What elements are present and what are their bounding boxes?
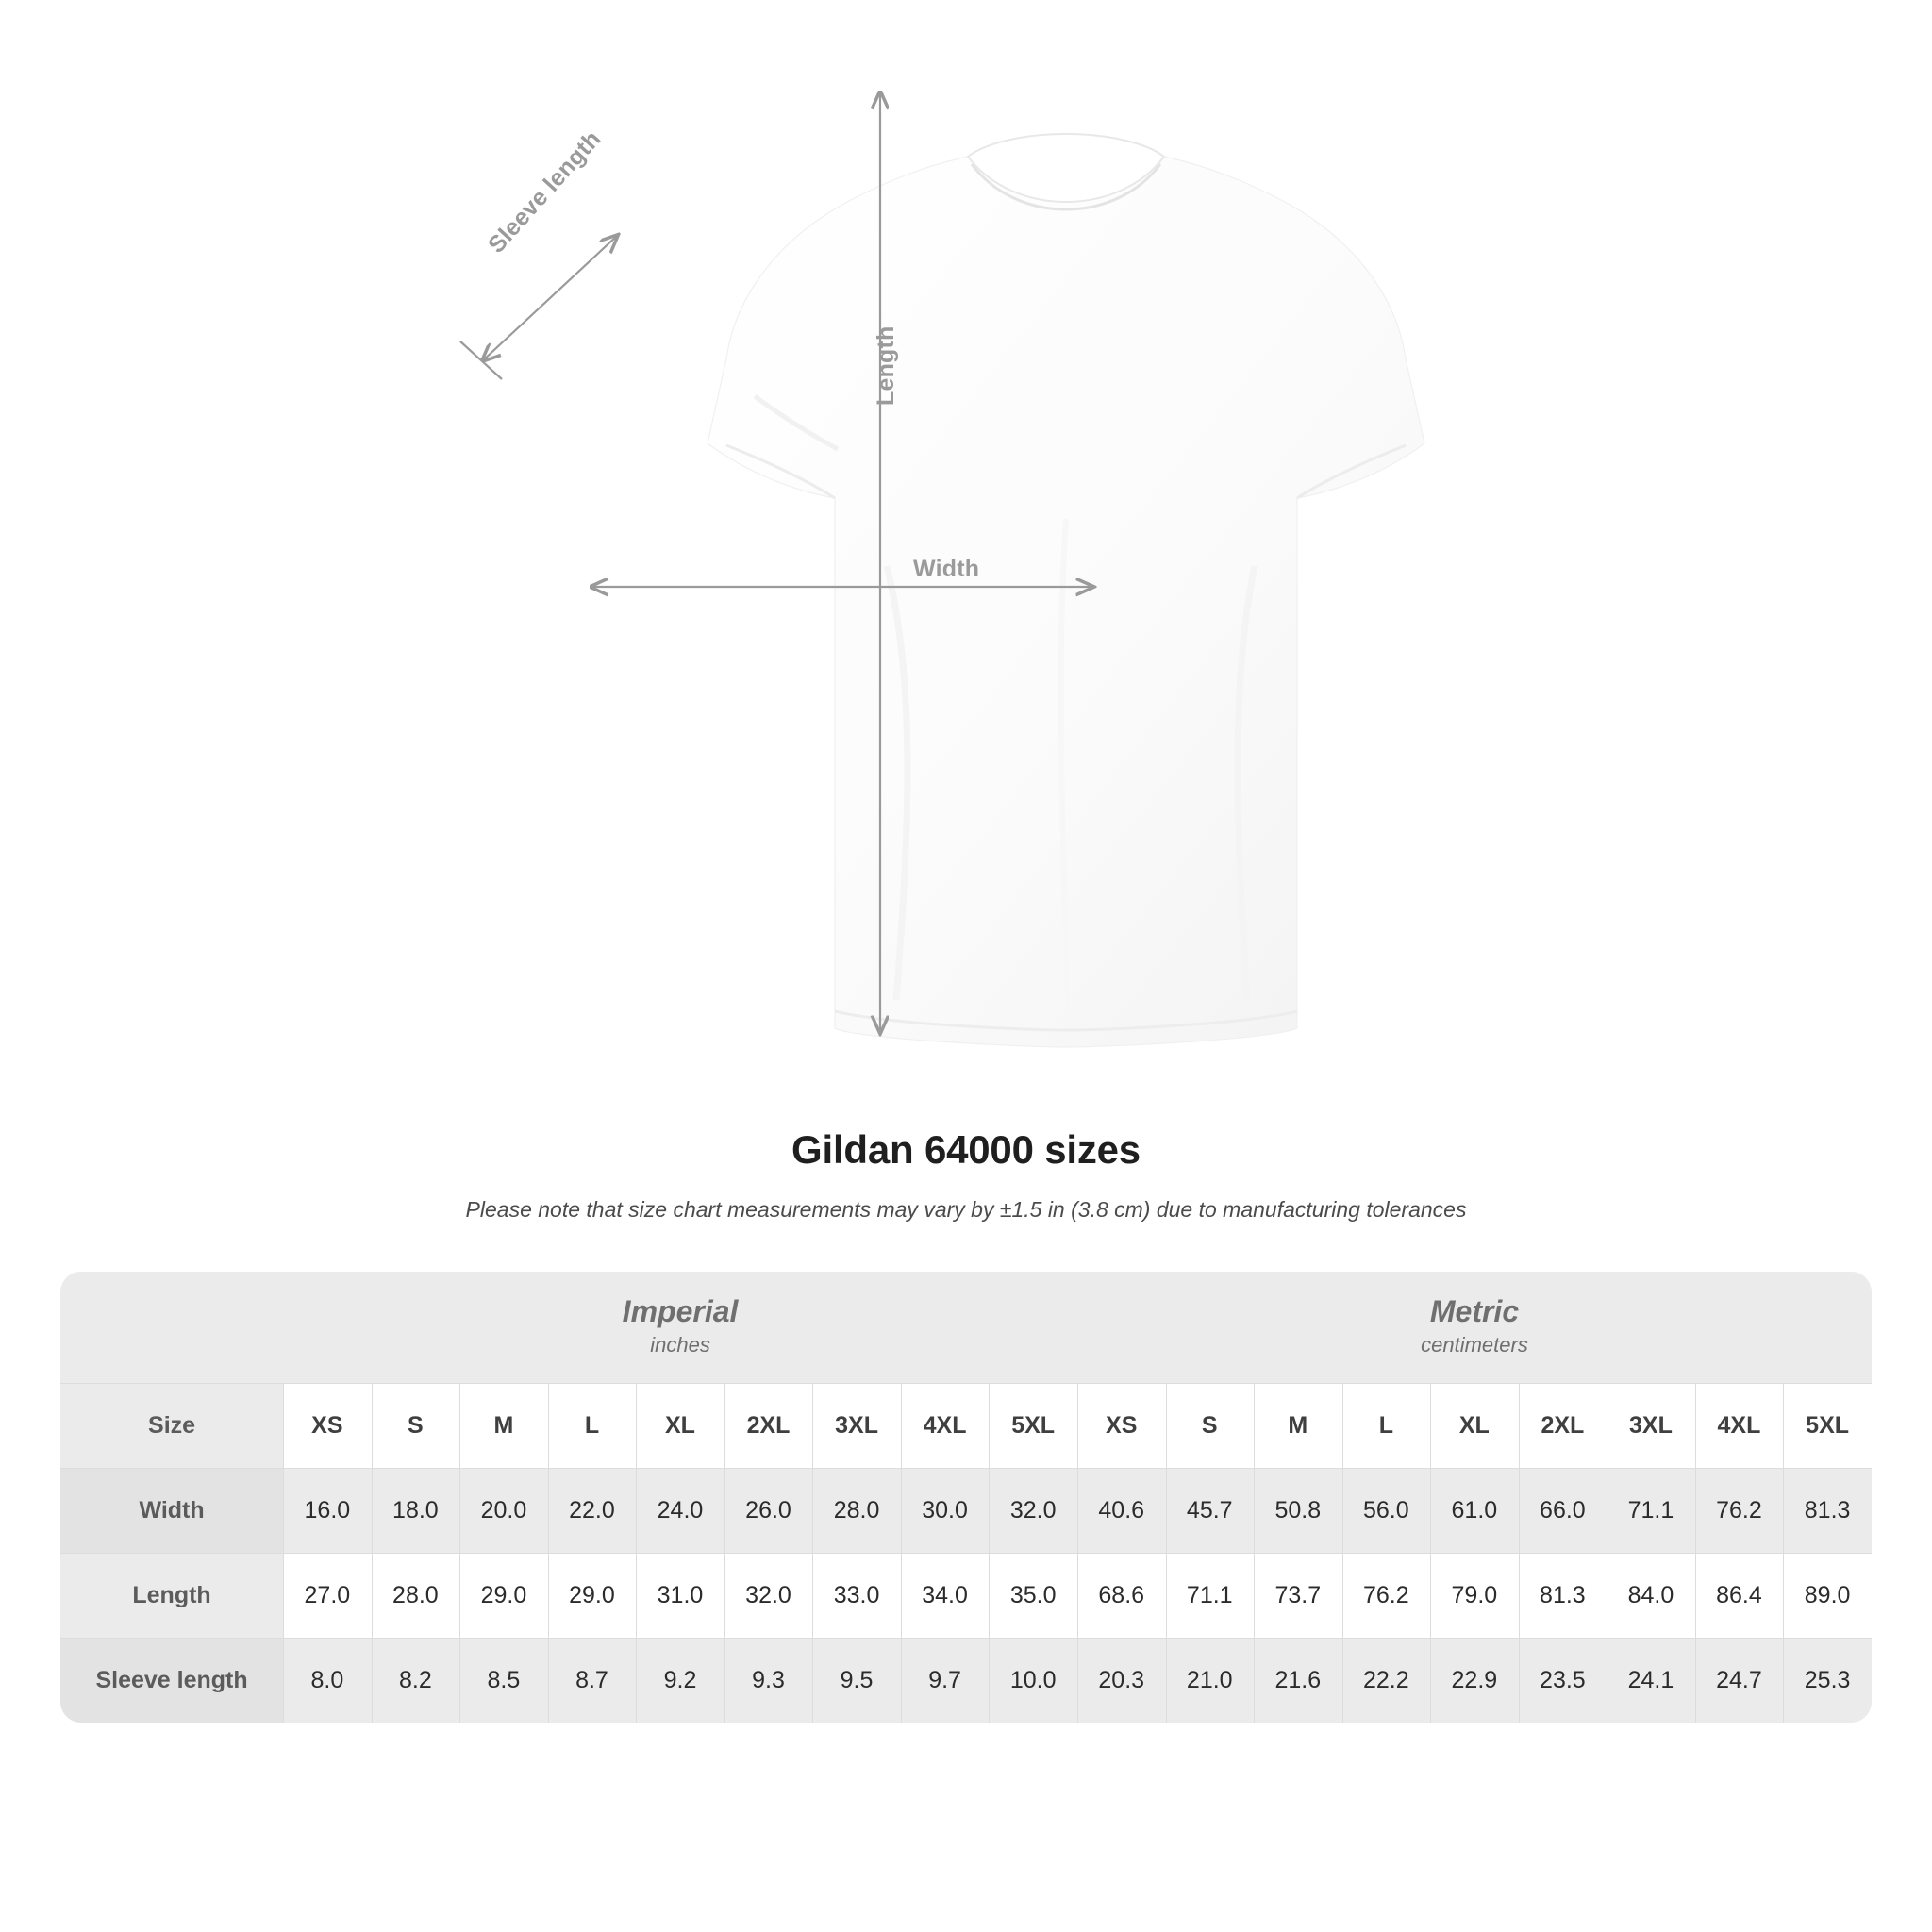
cell-sleeve-m-in: 8.5 bbox=[459, 1638, 548, 1723]
unit-group-imperial bbox=[283, 1272, 1077, 1383]
row-header-size: Size bbox=[60, 1383, 283, 1468]
cell-length-xl-in: 31.0 bbox=[636, 1553, 724, 1638]
cell-sleeve-3xl-in: 9.5 bbox=[812, 1638, 901, 1723]
row-header-length: Length bbox=[60, 1553, 283, 1638]
cell-width-m-cm: 50.8 bbox=[1254, 1468, 1342, 1553]
unit-group-metric-sub: centimeters bbox=[1421, 1332, 1528, 1357]
size-header-xl-imperial: XL bbox=[636, 1383, 724, 1468]
unit-group-metric-name: Metric bbox=[1429, 1294, 1520, 1329]
cell-length-4xl-cm: 86.4 bbox=[1695, 1553, 1784, 1638]
cell-sleeve-s-cm: 21.0 bbox=[1166, 1638, 1255, 1723]
cell-width-5xl-in: 32.0 bbox=[989, 1468, 1077, 1553]
cell-sleeve-xl-cm: 22.9 bbox=[1430, 1638, 1519, 1723]
table-row bbox=[60, 1553, 1872, 1638]
size-header-xs-metric: XS bbox=[1077, 1383, 1166, 1468]
cell-length-2xl-cm: 81.3 bbox=[1519, 1553, 1607, 1638]
size-header-3xl-metric: 3XL bbox=[1607, 1383, 1695, 1468]
size-header-5xl-imperial: 5XL bbox=[989, 1383, 1077, 1468]
chart-header bbox=[0, 1127, 1932, 1223]
size-header-l-metric: L bbox=[1342, 1383, 1431, 1468]
cell-sleeve-m-cm: 21.6 bbox=[1254, 1638, 1342, 1723]
cell-length-l-cm: 76.2 bbox=[1342, 1553, 1431, 1638]
cell-sleeve-l-cm: 22.2 bbox=[1342, 1638, 1431, 1723]
cell-length-m-in: 29.0 bbox=[459, 1553, 548, 1638]
width-dimension-label: Width bbox=[913, 556, 980, 582]
cell-width-xs-cm: 40.6 bbox=[1077, 1468, 1166, 1553]
cell-length-5xl-in: 35.0 bbox=[989, 1553, 1077, 1638]
cell-width-l-cm: 56.0 bbox=[1342, 1468, 1431, 1553]
cell-sleeve-xl-in: 9.2 bbox=[636, 1638, 724, 1723]
cell-length-4xl-in: 34.0 bbox=[901, 1553, 990, 1638]
cell-width-xs-in: 16.0 bbox=[283, 1468, 372, 1553]
cell-width-m-in: 20.0 bbox=[459, 1468, 548, 1553]
size-table-container bbox=[60, 1272, 1872, 1723]
size-header-l-imperial: L bbox=[548, 1383, 637, 1468]
cell-sleeve-l-in: 8.7 bbox=[548, 1638, 637, 1723]
cell-length-xs-cm: 68.6 bbox=[1077, 1553, 1166, 1638]
cell-width-l-in: 22.0 bbox=[548, 1468, 637, 1553]
cell-width-2xl-in: 26.0 bbox=[724, 1468, 813, 1553]
cell-length-s-in: 28.0 bbox=[372, 1553, 460, 1638]
unit-group-metric bbox=[1077, 1272, 1872, 1383]
size-header-s-metric: S bbox=[1166, 1383, 1255, 1468]
size-header-2xl-imperial: 2XL bbox=[724, 1383, 813, 1468]
size-header-3xl-imperial: 3XL bbox=[812, 1383, 901, 1468]
cell-sleeve-2xl-cm: 23.5 bbox=[1519, 1638, 1607, 1723]
cell-length-5xl-cm: 89.0 bbox=[1783, 1553, 1872, 1638]
table-row bbox=[60, 1468, 1872, 1553]
unit-header-row bbox=[60, 1272, 1872, 1383]
unit-group-imperial-name: Imperial bbox=[622, 1294, 739, 1329]
size-header-2xl-metric: 2XL bbox=[1519, 1383, 1607, 1468]
cell-length-m-cm: 73.7 bbox=[1254, 1553, 1342, 1638]
size-header-s-imperial: S bbox=[372, 1383, 460, 1468]
cell-sleeve-3xl-cm: 24.1 bbox=[1607, 1638, 1695, 1723]
cell-sleeve-4xl-in: 9.7 bbox=[901, 1638, 990, 1723]
unit-header-spacer bbox=[60, 1272, 283, 1383]
size-header-xl-metric: XL bbox=[1430, 1383, 1519, 1468]
size-header-4xl-metric: 4XL bbox=[1695, 1383, 1784, 1468]
cell-width-xl-cm: 61.0 bbox=[1430, 1468, 1519, 1553]
cell-width-5xl-cm: 81.3 bbox=[1783, 1468, 1872, 1553]
row-header-width: Width bbox=[60, 1468, 283, 1553]
cell-width-3xl-in: 28.0 bbox=[812, 1468, 901, 1553]
cell-width-3xl-cm: 71.1 bbox=[1607, 1468, 1695, 1553]
tolerance-note: Please note that size chart measurements may vary by ±1.5 in (3.8 cm) due to manufacturing tolerances bbox=[465, 1197, 1467, 1222]
unit-group-imperial-sub: inches bbox=[650, 1332, 710, 1357]
cell-sleeve-xs-cm: 20.3 bbox=[1077, 1638, 1166, 1723]
size-header-4xl-imperial: 4XL bbox=[901, 1383, 990, 1468]
size-header-m-metric: M bbox=[1254, 1383, 1342, 1468]
sleeve-length-dimension-label: Sleeve length bbox=[483, 125, 607, 258]
cell-sleeve-5xl-in: 10.0 bbox=[989, 1638, 1077, 1723]
cell-sleeve-xs-in: 8.0 bbox=[283, 1638, 372, 1723]
cell-sleeve-5xl-cm: 25.3 bbox=[1783, 1638, 1872, 1723]
cell-length-xs-in: 27.0 bbox=[283, 1553, 372, 1638]
size-table bbox=[60, 1272, 1872, 1723]
size-header-xs-imperial: XS bbox=[283, 1383, 372, 1468]
cell-length-2xl-in: 32.0 bbox=[724, 1553, 813, 1638]
row-header-sleeve-length: Sleeve length bbox=[60, 1638, 283, 1723]
cell-sleeve-4xl-cm: 24.7 bbox=[1695, 1638, 1784, 1723]
cell-width-4xl-cm: 76.2 bbox=[1695, 1468, 1784, 1553]
cell-length-xl-cm: 79.0 bbox=[1430, 1553, 1519, 1638]
size-header-m-imperial: M bbox=[459, 1383, 548, 1468]
cell-length-3xl-in: 33.0 bbox=[812, 1553, 901, 1638]
cell-width-4xl-in: 30.0 bbox=[901, 1468, 990, 1553]
cell-width-xl-in: 24.0 bbox=[636, 1468, 724, 1553]
cell-sleeve-s-in: 8.2 bbox=[372, 1638, 460, 1723]
cell-length-s-cm: 71.1 bbox=[1166, 1553, 1255, 1638]
cell-sleeve-2xl-in: 9.3 bbox=[724, 1638, 813, 1723]
length-dimension-label: Length bbox=[873, 325, 899, 406]
cell-length-3xl-cm: 84.0 bbox=[1607, 1553, 1695, 1638]
cell-width-2xl-cm: 66.0 bbox=[1519, 1468, 1607, 1553]
cell-width-s-cm: 45.7 bbox=[1166, 1468, 1255, 1553]
cell-length-l-in: 29.0 bbox=[548, 1553, 637, 1638]
page-title: Gildan 64000 sizes bbox=[791, 1127, 1141, 1172]
table-row bbox=[60, 1638, 1872, 1723]
cell-width-s-in: 18.0 bbox=[372, 1468, 460, 1553]
size-header-row bbox=[60, 1383, 1872, 1468]
size-header-5xl-metric: 5XL bbox=[1783, 1383, 1872, 1468]
